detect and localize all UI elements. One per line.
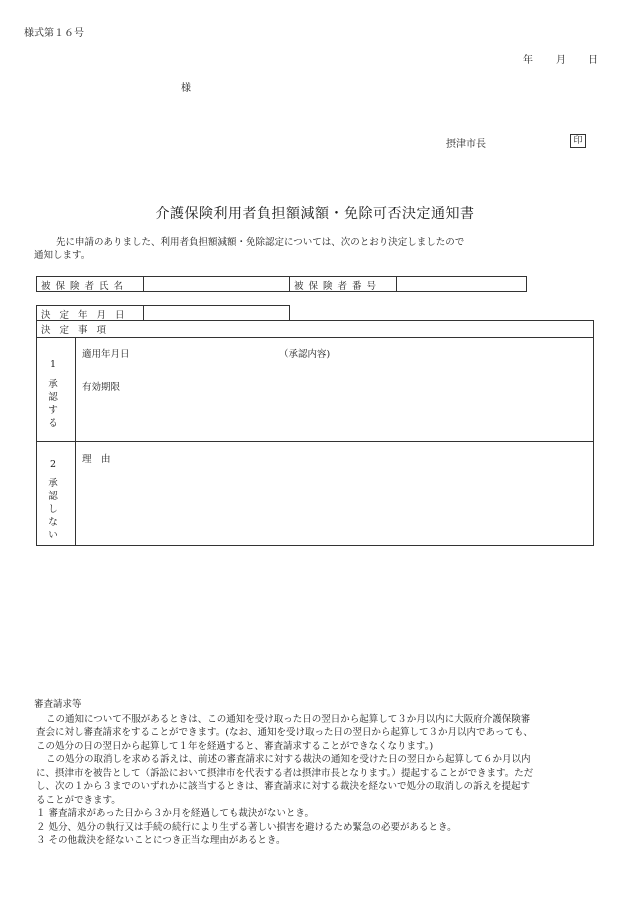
decision-date-label: 決定年月日 [41,310,134,321]
insured-number-field[interactable] [396,276,527,292]
document-title: 介護保険利用者負担額減額・免除可否決定通知書 [155,206,475,222]
decision-items-label: 決定事項 [41,325,116,336]
reason-label: 理 由 [82,454,111,465]
approve-number: 1 [49,359,57,370]
table-divider-vertical [75,337,76,546]
notes-p2-line1: この処分の取消しを求める訴えは、前述の審査請求に対する裁決の通知を受けた日の翌日から起算して６か月以内 [46,754,531,765]
insured-number-label: 被保険者番号 [294,281,382,292]
valid-period-label: 有効期限 [82,382,121,393]
decision-date-field[interactable] [143,305,290,321]
notes-item-3: ３ その他裁決を経ないことにつき正当な理由があるとき。 [36,835,286,846]
table-divider-middle [36,441,594,442]
insured-name-label: 被保険者氏名 [41,281,129,292]
reject-number: 2 [49,459,57,470]
intro-line-2: 通知します。 [34,250,91,261]
intro-line-1: 先に申請のありました、利用者負担額減額・免除認定については、次のとおり決定しましたので [56,237,465,248]
notes-p2-line2: に、摂津市を被告として（訴訟において摂津市を代表する者は摂津市長となります。）提起することができます。ただ [36,767,534,779]
date-year-label: 年 [523,55,533,66]
notes-p2-line4: ることができます。 [36,794,121,806]
notes-item-2: ２ 処分、処分の執行又は手続の続行により生ずる著しい損害を避けるため緊急の必要があるとき。 [36,821,457,833]
notes-p1-line3: この処分の日の翌日から起算して１年を経過すると、審査請求することができなくなります。) [36,740,434,752]
notes-p2-line3: し、次の１から３までのいずれかに該当するときは、審査請求に対する裁決を経ないで処分の取消しの訴えを提起す [36,781,531,792]
approval-content-label: （承認内容) [279,349,331,360]
appeal-notes [36,698,596,848]
apply-date-label: 適用年月日 [82,349,130,360]
addressee-suffix: 様 [181,83,191,94]
date-month-label: 月 [556,55,566,66]
reject-label: 承認しない [48,478,58,541]
intro-text [30,236,570,262]
date-day-label: 日 [588,55,598,66]
issuer-name: 摂津市長 [446,139,486,150]
table-divider-top [36,337,594,338]
notes-item-1: １ 審査請求があった日から３か月を経過しても裁決がないとき。 [36,808,315,819]
notes-p1-line2: 査会に対し審査請求をすることができます。(なお、通知を受け取った日の翌日から起算して３か月以内であっても、 [36,727,533,738]
approve-label: 承認する [48,379,58,429]
insured-name-field[interactable] [143,276,290,292]
notes-heading: 審査請求等 [34,699,82,710]
notes-p1-line1: この通知について不服があるときは、この通知を受け取った日の翌日から起算して３か月以内に大阪府介護保険審 [46,713,531,725]
form-number: 様式第１６号 [24,28,84,39]
seal-mark: 印 [570,134,586,148]
